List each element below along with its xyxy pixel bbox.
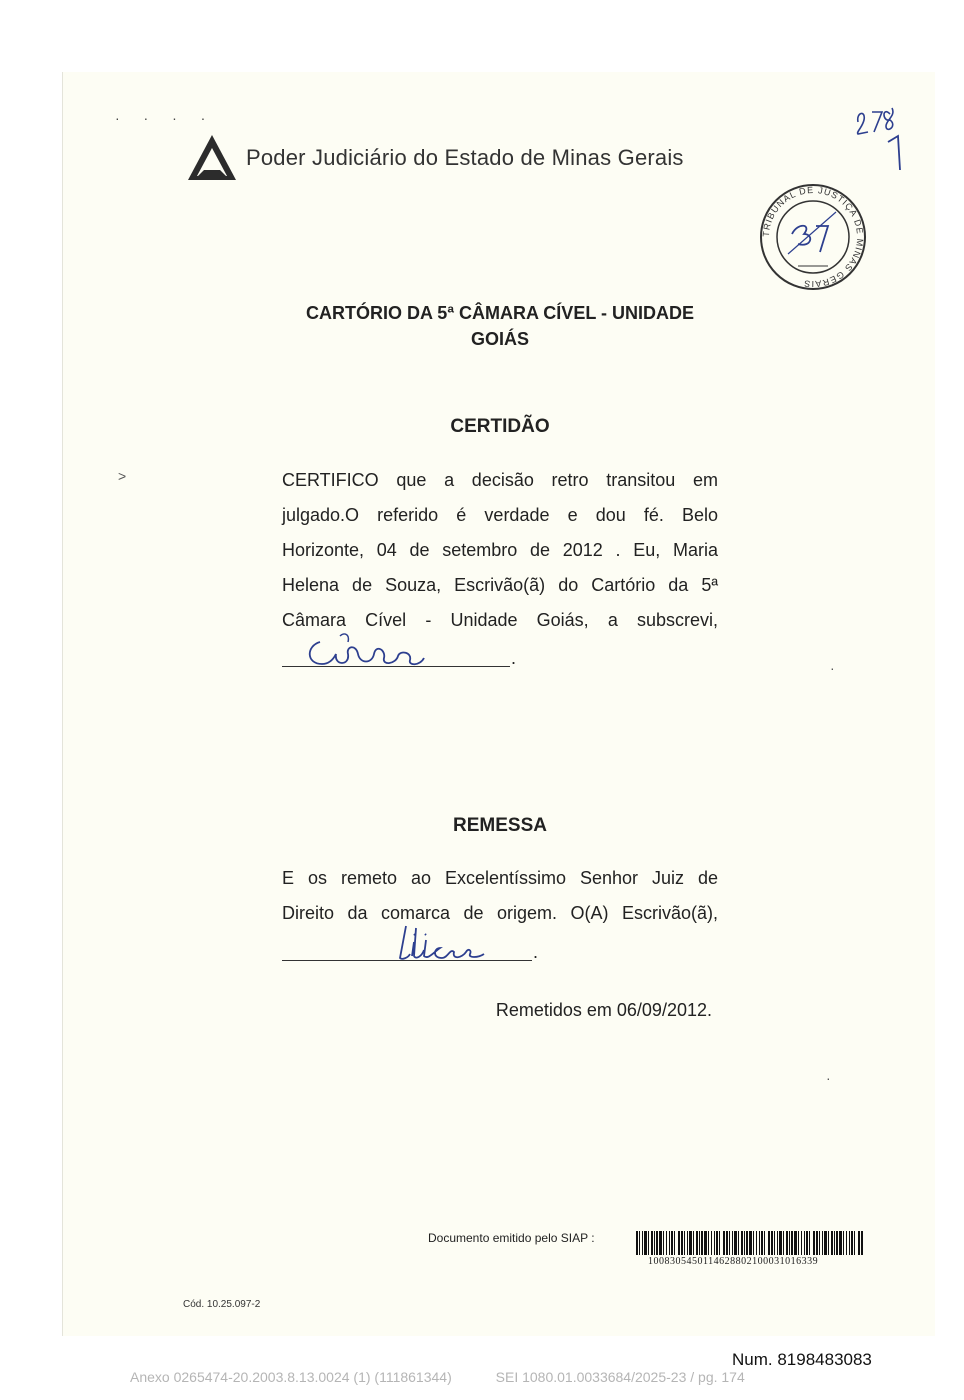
barcode-bar xyxy=(671,1231,673,1255)
barcode-bar xyxy=(831,1231,833,1255)
barcode-bar xyxy=(783,1231,784,1255)
barcode-bar xyxy=(723,1231,725,1255)
barcode-bar xyxy=(828,1231,829,1255)
barcode-bar xyxy=(851,1231,853,1255)
barcode-bar xyxy=(714,1231,715,1255)
barcode-number: 1008305450114628802100031016339 xyxy=(648,1256,819,1267)
certidao-line: Horizonte, 04 de setembro de 2012 . Eu, Maria xyxy=(282,540,718,560)
barcode-bar xyxy=(696,1231,698,1255)
office-title xyxy=(280,300,720,352)
barcode-bar xyxy=(819,1231,820,1255)
barcode-bar xyxy=(846,1231,847,1255)
dispatch-date: Remetidos em 06/09/2012. xyxy=(495,1000,712,1020)
barcode-bar xyxy=(753,1231,754,1255)
handwritten-signature xyxy=(392,922,492,964)
certidao-title: CERTIDÃO xyxy=(450,416,550,437)
certidao-line: julgado.O referido é verdade e dou fé. Belo xyxy=(282,505,718,525)
barcode-bar xyxy=(771,1231,773,1255)
period-mark: . xyxy=(533,942,539,962)
barcode-bar xyxy=(744,1231,745,1255)
barcode-bar xyxy=(854,1231,855,1255)
barcode-bar xyxy=(666,1231,667,1255)
barcode-bar xyxy=(786,1231,788,1255)
barcode-bar xyxy=(809,1231,810,1255)
barcode-bar xyxy=(834,1231,835,1255)
barcode-bar xyxy=(804,1231,805,1255)
barcode-bar xyxy=(843,1231,844,1255)
barcode-bar xyxy=(708,1231,709,1255)
barcode-bar xyxy=(738,1231,739,1255)
barcode-bar xyxy=(816,1231,818,1255)
barcode-bar xyxy=(687,1231,688,1255)
barcode-bar xyxy=(699,1231,700,1255)
period-mark: . xyxy=(511,648,517,668)
seal-text: TRIBUNAL DE JUSTIÇA DE MINAS GERAIS xyxy=(760,184,866,290)
barcode-bar xyxy=(824,1231,827,1255)
triangle-logo-icon xyxy=(186,132,238,184)
court-name: Poder Judiciário do Estado de Minas Gerais xyxy=(246,145,684,170)
barcode xyxy=(636,1231,866,1255)
barcode-bar xyxy=(729,1231,730,1255)
barcode-bar xyxy=(749,1231,752,1255)
barcode-bar xyxy=(642,1231,643,1255)
barcode-bar xyxy=(849,1231,850,1255)
court-seal-stamp xyxy=(758,182,868,292)
office-title-line: GOIÁS xyxy=(470,329,529,349)
barcode-bar xyxy=(674,1231,675,1255)
barcode-bar xyxy=(651,1231,653,1255)
barcode-bar xyxy=(704,1231,707,1255)
barcode-bar xyxy=(806,1231,808,1255)
scan-mark: · xyxy=(826,1070,831,1086)
barcode-bar xyxy=(791,1231,793,1255)
barcode-bar xyxy=(756,1231,757,1255)
barcode-bar xyxy=(768,1231,770,1255)
barcode-bar xyxy=(764,1231,765,1255)
footer-annex: Anexo 0265474-20.2003.8.13.0024 (1) (111861344) xyxy=(130,1369,452,1385)
remessa-line: E os remeto ao Excelentíssimo Senhor Juiz de xyxy=(282,868,718,888)
barcode-bar xyxy=(656,1231,658,1255)
barcode-bar xyxy=(779,1231,782,1255)
certidao-paragraph xyxy=(282,463,718,638)
barcode-bar xyxy=(761,1231,763,1255)
siap-label: Documento emitido pelo SIAP : xyxy=(428,1231,595,1245)
handwritten-folio-number xyxy=(852,102,912,172)
barcode-bar xyxy=(801,1231,802,1255)
barcode-bar xyxy=(716,1231,718,1255)
barcode-bar xyxy=(774,1231,775,1255)
remessa-line: Direito da comarca de origem. O(A) Escrivão(ã), xyxy=(282,903,718,923)
barcode-bar xyxy=(789,1231,790,1255)
remessa-paragraph xyxy=(282,861,718,931)
document-number: Num. 8198483083 xyxy=(732,1350,872,1369)
remessa-title: REMESSA xyxy=(453,815,547,836)
barcode-bar xyxy=(734,1231,737,1255)
barcode-bar xyxy=(663,1231,664,1255)
barcode-bar xyxy=(746,1231,748,1255)
barcode-bar xyxy=(861,1231,863,1255)
certidao-line: Helena de Souza, Escrivão(ã) do Cartório da 5ª xyxy=(282,575,718,595)
barcode-bar xyxy=(654,1231,655,1255)
barcode-bar xyxy=(741,1231,743,1255)
certidao-line: Câmara Cível - Unidade Goiás, a subscrevi, xyxy=(282,610,718,630)
barcode-bar xyxy=(822,1231,823,1255)
handwritten-signature xyxy=(300,628,440,672)
barcode-bar xyxy=(794,1231,797,1255)
barcode-bar xyxy=(693,1231,694,1255)
barcode-bar xyxy=(732,1231,733,1255)
certidao-line: CERTIFICO que a decisão retro transitou em xyxy=(282,470,718,490)
corner-marks: · · · · xyxy=(115,110,216,126)
form-code: Cód. 10.25.097-2 xyxy=(183,1299,261,1310)
barcode-bar xyxy=(639,1231,640,1255)
scan-mark: · xyxy=(830,660,835,676)
barcode-bar xyxy=(669,1231,670,1255)
barcode-bar xyxy=(759,1231,760,1255)
barcode-bar xyxy=(701,1231,703,1255)
barcode-bar xyxy=(678,1231,680,1255)
barcode-bar xyxy=(839,1231,842,1255)
scan-mark: ˃ xyxy=(118,468,127,484)
footer xyxy=(130,1369,785,1385)
barcode-bar xyxy=(777,1231,778,1255)
header xyxy=(186,132,684,184)
barcode-bar xyxy=(684,1231,685,1255)
barcode-bar xyxy=(636,1231,638,1255)
barcode-bar xyxy=(836,1231,838,1255)
barcode-bar xyxy=(689,1231,692,1255)
barcode-bar xyxy=(644,1231,647,1255)
barcode-bar xyxy=(659,1231,662,1255)
footer-sei: SEI 1080.01.0033684/2025-23 / pg. 174 xyxy=(495,1369,745,1385)
barcode-bar xyxy=(858,1231,860,1255)
barcode-bar xyxy=(726,1231,728,1255)
office-title-line: CARTÓRIO DA 5ª CÂMARA CÍVEL - UNIDADE xyxy=(305,303,694,323)
barcode-bar xyxy=(813,1231,815,1255)
barcode-bar xyxy=(648,1231,649,1255)
barcode-bar xyxy=(798,1231,799,1255)
barcode-bar xyxy=(719,1231,720,1255)
barcode-bar xyxy=(681,1231,683,1255)
barcode-bar xyxy=(711,1231,712,1255)
